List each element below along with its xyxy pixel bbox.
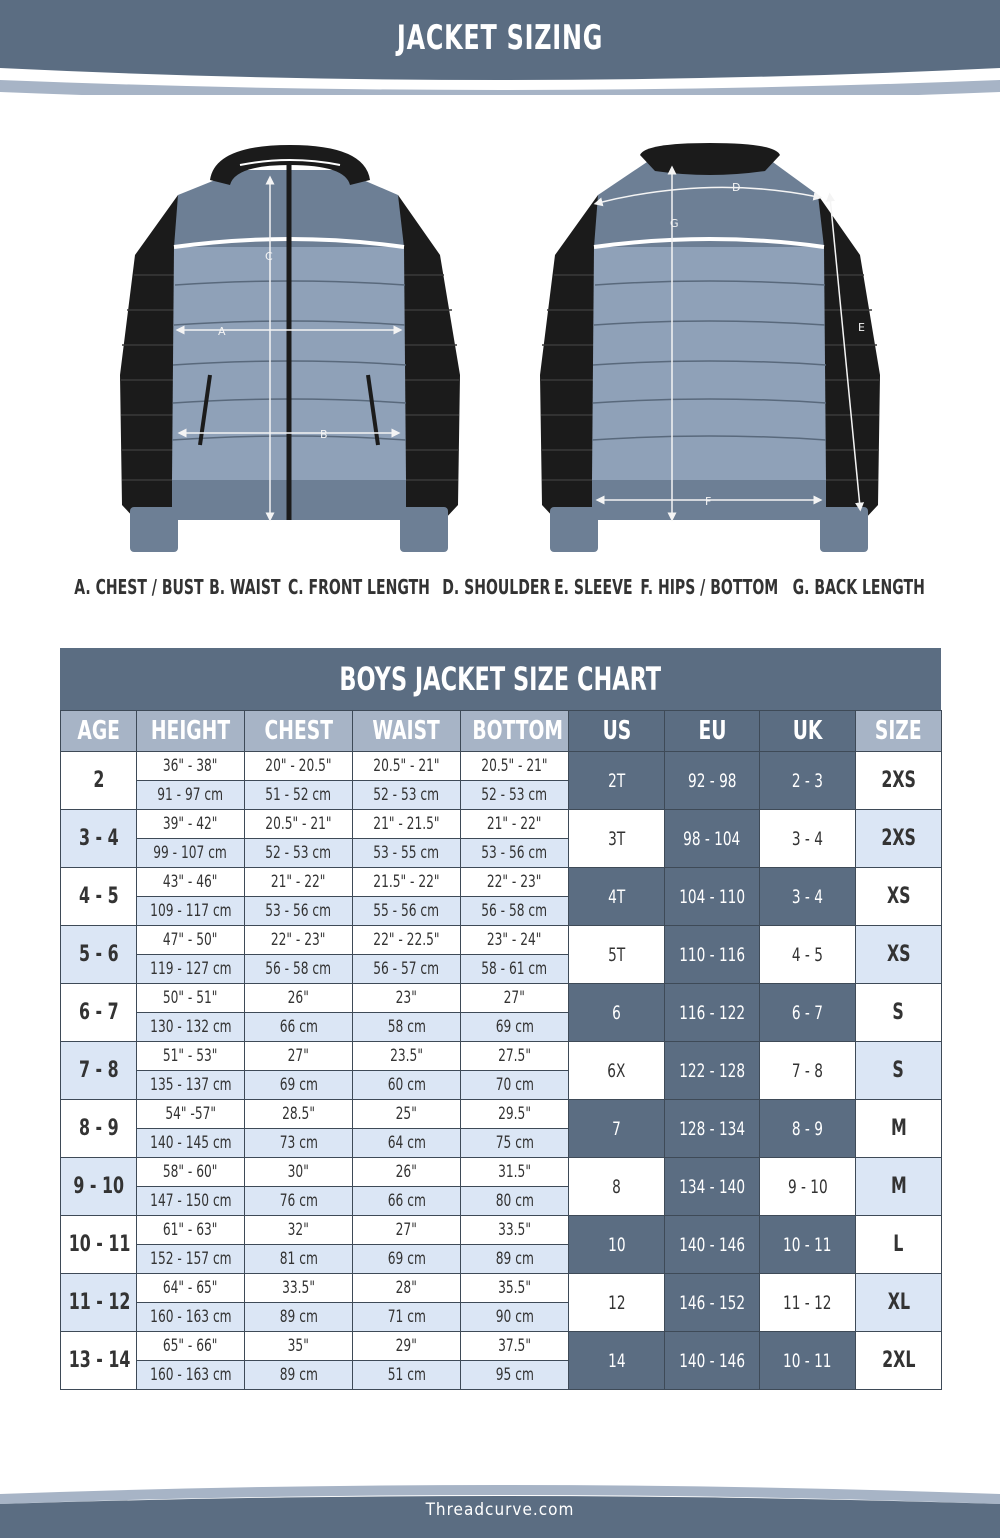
- bottom-in-cell: 20.5" - 21": [461, 752, 569, 781]
- bottom-in-cell: 35.5": [461, 1274, 569, 1303]
- us-size-cell: 8: [569, 1158, 665, 1216]
- waist-in-cell: 25": [353, 1100, 461, 1129]
- uk-size-cell: 6 - 7: [760, 984, 856, 1042]
- size-cell: XL: [856, 1274, 942, 1332]
- bottom-in-cell: 37.5": [461, 1332, 569, 1361]
- us-size-cell: 12: [569, 1274, 665, 1332]
- age-cell: 6 - 7: [61, 984, 137, 1042]
- size-cell: L: [856, 1216, 942, 1274]
- chest-in-cell: 30": [245, 1158, 353, 1187]
- bottom-in-cell: 23" - 24": [461, 926, 569, 955]
- bottom-in-cell: 21" - 22": [461, 810, 569, 839]
- waist-cm-cell: 60 cm: [353, 1071, 461, 1100]
- bottom-cm-cell: 95 cm: [461, 1361, 569, 1390]
- footer-site: Threadcurve.com: [425, 1500, 575, 1520]
- chest-in-cell: 28.5": [245, 1100, 353, 1129]
- jacket-diagrams: [100, 135, 920, 560]
- us-size-cell: 3T: [569, 810, 665, 868]
- height-cm-cell: 160 - 163 cm: [137, 1361, 245, 1390]
- chest-in-cell: 20.5" - 21": [245, 810, 353, 839]
- uk-size-cell: 8 - 9: [760, 1100, 856, 1158]
- waist-in-cell: 22" - 22.5": [353, 926, 461, 955]
- diagram-label-d: D: [732, 181, 741, 194]
- bottom-cm-cell: 69 cm: [461, 1013, 569, 1042]
- header-age: AGE: [61, 711, 137, 752]
- us-size-cell: 6X: [569, 1042, 665, 1100]
- bottom-in-cell: 22" - 23": [461, 868, 569, 897]
- waist-cm-cell: 51 cm: [353, 1361, 461, 1390]
- chest-cm-cell: 53 - 56 cm: [245, 897, 353, 926]
- height-cm-cell: 147 - 150 cm: [137, 1187, 245, 1216]
- height-in-cell: 39" - 42": [137, 810, 245, 839]
- table-row: [61, 1100, 942, 1129]
- table-row: [61, 1158, 942, 1187]
- table-row: [61, 926, 942, 955]
- size-cell: M: [856, 1158, 942, 1216]
- height-cm-cell: 99 - 107 cm: [137, 839, 245, 868]
- table-header-row: [61, 711, 942, 752]
- size-chart: [60, 648, 941, 1390]
- uk-size-cell: 2 - 3: [760, 752, 856, 810]
- waist-cm-cell: 56 - 57 cm: [353, 955, 461, 984]
- table-row: [61, 984, 942, 1013]
- eu-size-cell: 92 - 98: [665, 752, 760, 810]
- age-cell: 7 - 8: [61, 1042, 137, 1100]
- bottom-cm-cell: 52 - 53 cm: [461, 781, 569, 810]
- size-cell: 2XL: [856, 1332, 942, 1390]
- bottom-cm-cell: 70 cm: [461, 1071, 569, 1100]
- table-row: [61, 1274, 942, 1303]
- waist-in-cell: 27": [353, 1216, 461, 1245]
- height-cm-cell: 160 - 163 cm: [137, 1303, 245, 1332]
- waist-cm-cell: 71 cm: [353, 1303, 461, 1332]
- chest-cm-cell: 73 cm: [245, 1129, 353, 1158]
- waist-cm-cell: 52 - 53 cm: [353, 781, 461, 810]
- size-cell: 2XS: [856, 810, 942, 868]
- waist-cm-cell: 64 cm: [353, 1129, 461, 1158]
- diagram-label-a: A: [218, 325, 226, 338]
- back-jacket-illustration: [540, 143, 880, 552]
- bottom-cm-cell: 90 cm: [461, 1303, 569, 1332]
- measurement-legend: [70, 570, 930, 604]
- size-table: [60, 710, 942, 1390]
- waist-cm-cell: 55 - 56 cm: [353, 897, 461, 926]
- bottom-cm-cell: 89 cm: [461, 1245, 569, 1274]
- age-cell: 3 - 4: [61, 810, 137, 868]
- page-title: JACKET SIZING: [396, 18, 604, 58]
- eu-size-cell: 140 - 146: [665, 1332, 760, 1390]
- table-row: [61, 868, 942, 897]
- bottom-cm-cell: 53 - 56 cm: [461, 839, 569, 868]
- waist-in-cell: 26": [353, 1158, 461, 1187]
- chest-cm-cell: 89 cm: [245, 1361, 353, 1390]
- header-uk: UK: [760, 711, 856, 752]
- size-cell: M: [856, 1100, 942, 1158]
- header-waist: WAIST: [353, 711, 461, 752]
- size-cell: S: [856, 1042, 942, 1100]
- waist-in-cell: 21" - 21.5": [353, 810, 461, 839]
- legend-front-length: C. FRONT LENGTH: [287, 575, 430, 599]
- chest-in-cell: 35": [245, 1332, 353, 1361]
- size-cell: 2XS: [856, 752, 942, 810]
- legend-hips: F. HIPS / BOTTOM: [640, 575, 778, 599]
- height-in-cell: 64" - 65": [137, 1274, 245, 1303]
- table-row: [61, 752, 942, 781]
- diagram-label-g: G: [670, 217, 679, 230]
- us-size-cell: 5T: [569, 926, 665, 984]
- header-height: HEIGHT: [137, 711, 245, 752]
- chest-in-cell: 32": [245, 1216, 353, 1245]
- bottom-cm-cell: 75 cm: [461, 1129, 569, 1158]
- bottom-cm-cell: 56 - 58 cm: [461, 897, 569, 926]
- waist-cm-cell: 58 cm: [353, 1013, 461, 1042]
- chest-in-cell: 33.5": [245, 1274, 353, 1303]
- chest-cm-cell: 52 - 53 cm: [245, 839, 353, 868]
- chest-in-cell: 26": [245, 984, 353, 1013]
- legend-waist: B. WAIST: [209, 575, 281, 599]
- header-chest: CHEST: [245, 711, 353, 752]
- header-banner: [0, 0, 1000, 95]
- height-in-cell: 61" - 63": [137, 1216, 245, 1245]
- height-cm-cell: 130 - 132 cm: [137, 1013, 245, 1042]
- uk-size-cell: 4 - 5: [760, 926, 856, 984]
- height-in-cell: 51" - 53": [137, 1042, 245, 1071]
- waist-in-cell: 23.5": [353, 1042, 461, 1071]
- age-cell: 8 - 9: [61, 1100, 137, 1158]
- waist-cm-cell: 53 - 55 cm: [353, 839, 461, 868]
- height-cm-cell: 152 - 157 cm: [137, 1245, 245, 1274]
- table-row: [61, 1332, 942, 1361]
- height-cm-cell: 119 - 127 cm: [137, 955, 245, 984]
- chest-in-cell: 22" - 23": [245, 926, 353, 955]
- height-in-cell: 50" - 51": [137, 984, 245, 1013]
- chest-cm-cell: 81 cm: [245, 1245, 353, 1274]
- chart-title: BOYS JACKET SIZE CHART: [60, 648, 941, 710]
- eu-size-cell: 140 - 146: [665, 1216, 760, 1274]
- height-in-cell: 58" - 60": [137, 1158, 245, 1187]
- chest-in-cell: 21" - 22": [245, 868, 353, 897]
- legend-chest: A. CHEST / BUST: [74, 575, 204, 599]
- uk-size-cell: 11 - 12: [760, 1274, 856, 1332]
- table-row: [61, 1042, 942, 1071]
- header-us: US: [569, 711, 665, 752]
- uk-size-cell: 10 - 11: [760, 1216, 856, 1274]
- uk-size-cell: 7 - 8: [760, 1042, 856, 1100]
- bottom-cm-cell: 80 cm: [461, 1187, 569, 1216]
- us-size-cell: 10: [569, 1216, 665, 1274]
- height-in-cell: 47" - 50": [137, 926, 245, 955]
- chest-cm-cell: 69 cm: [245, 1071, 353, 1100]
- front-jacket-illustration: [120, 145, 460, 552]
- uk-size-cell: 9 - 10: [760, 1158, 856, 1216]
- diagram-label-c: C: [265, 250, 273, 263]
- waist-in-cell: 20.5" - 21": [353, 752, 461, 781]
- age-cell: 5 - 6: [61, 926, 137, 984]
- bottom-cm-cell: 58 - 61 cm: [461, 955, 569, 984]
- height-cm-cell: 135 - 137 cm: [137, 1071, 245, 1100]
- eu-size-cell: 110 - 116: [665, 926, 760, 984]
- chest-cm-cell: 89 cm: [245, 1303, 353, 1332]
- header-bottom: BOTTOM: [461, 711, 569, 752]
- chest-cm-cell: 51 - 52 cm: [245, 781, 353, 810]
- age-cell: 2: [61, 752, 137, 810]
- bottom-in-cell: 27": [461, 984, 569, 1013]
- chest-cm-cell: 66 cm: [245, 1013, 353, 1042]
- height-in-cell: 65" - 66": [137, 1332, 245, 1361]
- height-cm-cell: 140 - 145 cm: [137, 1129, 245, 1158]
- chest-in-cell: 27": [245, 1042, 353, 1071]
- eu-size-cell: 146 - 152: [665, 1274, 760, 1332]
- height-cm-cell: 91 - 97 cm: [137, 781, 245, 810]
- legend-shoulder: D. SHOULDER: [442, 575, 551, 599]
- diagram-label-f: F: [705, 495, 712, 508]
- waist-cm-cell: 66 cm: [353, 1187, 461, 1216]
- age-cell: 11 - 12: [61, 1274, 137, 1332]
- age-cell: 13 - 14: [61, 1332, 137, 1390]
- chest-cm-cell: 56 - 58 cm: [245, 955, 353, 984]
- chest-cm-cell: 76 cm: [245, 1187, 353, 1216]
- us-size-cell: 7: [569, 1100, 665, 1158]
- bottom-in-cell: 27.5": [461, 1042, 569, 1071]
- bottom-in-cell: 33.5": [461, 1216, 569, 1245]
- legend-sleeve: E. SLEEVE: [553, 575, 633, 599]
- eu-size-cell: 104 - 110: [665, 868, 760, 926]
- waist-in-cell: 28": [353, 1274, 461, 1303]
- us-size-cell: 14: [569, 1332, 665, 1390]
- eu-size-cell: 116 - 122: [665, 984, 760, 1042]
- waist-in-cell: 21.5" - 22": [353, 868, 461, 897]
- table-row: [61, 1216, 942, 1245]
- waist-in-cell: 23": [353, 984, 461, 1013]
- height-in-cell: 54" -57": [137, 1100, 245, 1129]
- chest-in-cell: 20" - 20.5": [245, 752, 353, 781]
- age-cell: 4 - 5: [61, 868, 137, 926]
- header-size: SIZE: [856, 711, 942, 752]
- waist-cm-cell: 69 cm: [353, 1245, 461, 1274]
- us-size-cell: 2T: [569, 752, 665, 810]
- size-cell: XS: [856, 926, 942, 984]
- bottom-in-cell: 29.5": [461, 1100, 569, 1129]
- uk-size-cell: 3 - 4: [760, 868, 856, 926]
- height-in-cell: 36" - 38": [137, 752, 245, 781]
- diagram-label-b: B: [320, 428, 328, 441]
- age-cell: 9 - 10: [61, 1158, 137, 1216]
- uk-size-cell: 3 - 4: [760, 810, 856, 868]
- height-in-cell: 43" - 46": [137, 868, 245, 897]
- eu-size-cell: 128 - 134: [665, 1100, 760, 1158]
- us-size-cell: 6: [569, 984, 665, 1042]
- size-cell: XS: [856, 868, 942, 926]
- legend-back-length: G. BACK LENGTH: [793, 575, 926, 599]
- waist-in-cell: 29": [353, 1332, 461, 1361]
- age-cell: 10 - 11: [61, 1216, 137, 1274]
- us-size-cell: 4T: [569, 868, 665, 926]
- header-eu: EU: [665, 711, 760, 752]
- uk-size-cell: 10 - 11: [760, 1332, 856, 1390]
- eu-size-cell: 134 - 140: [665, 1158, 760, 1216]
- bottom-in-cell: 31.5": [461, 1158, 569, 1187]
- height-cm-cell: 109 - 117 cm: [137, 897, 245, 926]
- eu-size-cell: 122 - 128: [665, 1042, 760, 1100]
- size-cell: S: [856, 984, 942, 1042]
- eu-size-cell: 98 - 104: [665, 810, 760, 868]
- table-row: [61, 810, 942, 839]
- diagram-label-e: E: [858, 321, 865, 334]
